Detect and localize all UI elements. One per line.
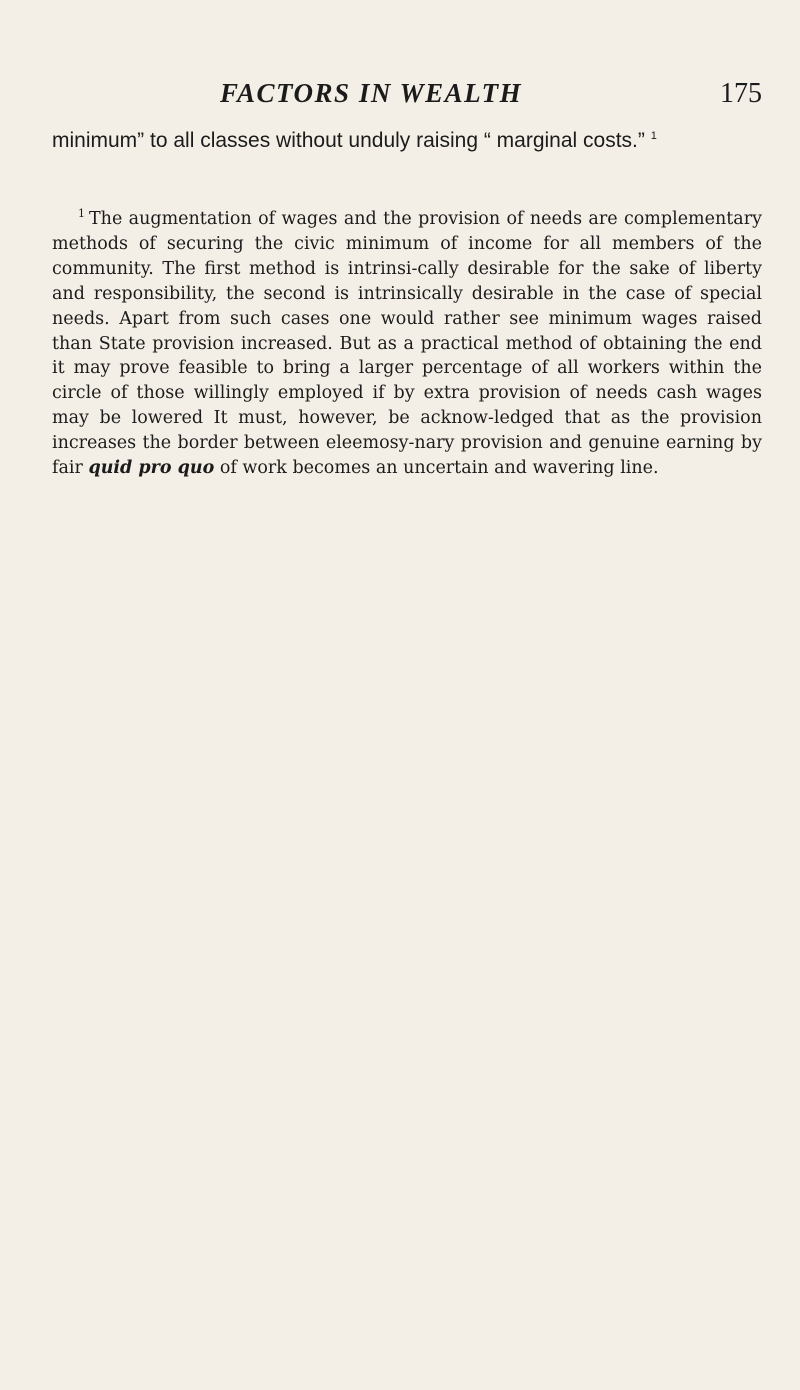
- footnote-reference: 1: [650, 130, 657, 142]
- body-paragraph: [52, 125, 762, 156]
- running-head: [52, 78, 762, 114]
- page-number: 175: [720, 78, 762, 109]
- footnote-marker: 1: [78, 207, 85, 221]
- footnote-text-main: The augmentation of wages and the provision of needs are complementary methods of securing the civic minimum of income for all members of the community. The first method is intrinsi-cally desirable for the sake of liberty and responsibility, the second is intrinsically desirable in the case of special needs. Apart from such cases one would rather see minimum wages raised than State provision increased. But as a practical method of obtaining the end it may prove feasible to bring a larger percentage of all workers within the circle of those willingly employed if by extra provision of needs cash wages may be lowered It must, however, be acknow-ledged that as the provision increases the border between eleemosy-nary provision and genuine earning by fair: [52, 209, 762, 479]
- footnote-text-end: of work becomes an uncertain and wavering line.: [219, 458, 659, 479]
- footnote: [52, 207, 762, 481]
- footnote-italic-phrase: quid pro quo: [88, 458, 215, 479]
- body-text: minimum” to all classes without unduly raising “ marginal costs.”: [52, 129, 645, 152]
- running-title: FACTORS IN WEALTH: [220, 78, 523, 108]
